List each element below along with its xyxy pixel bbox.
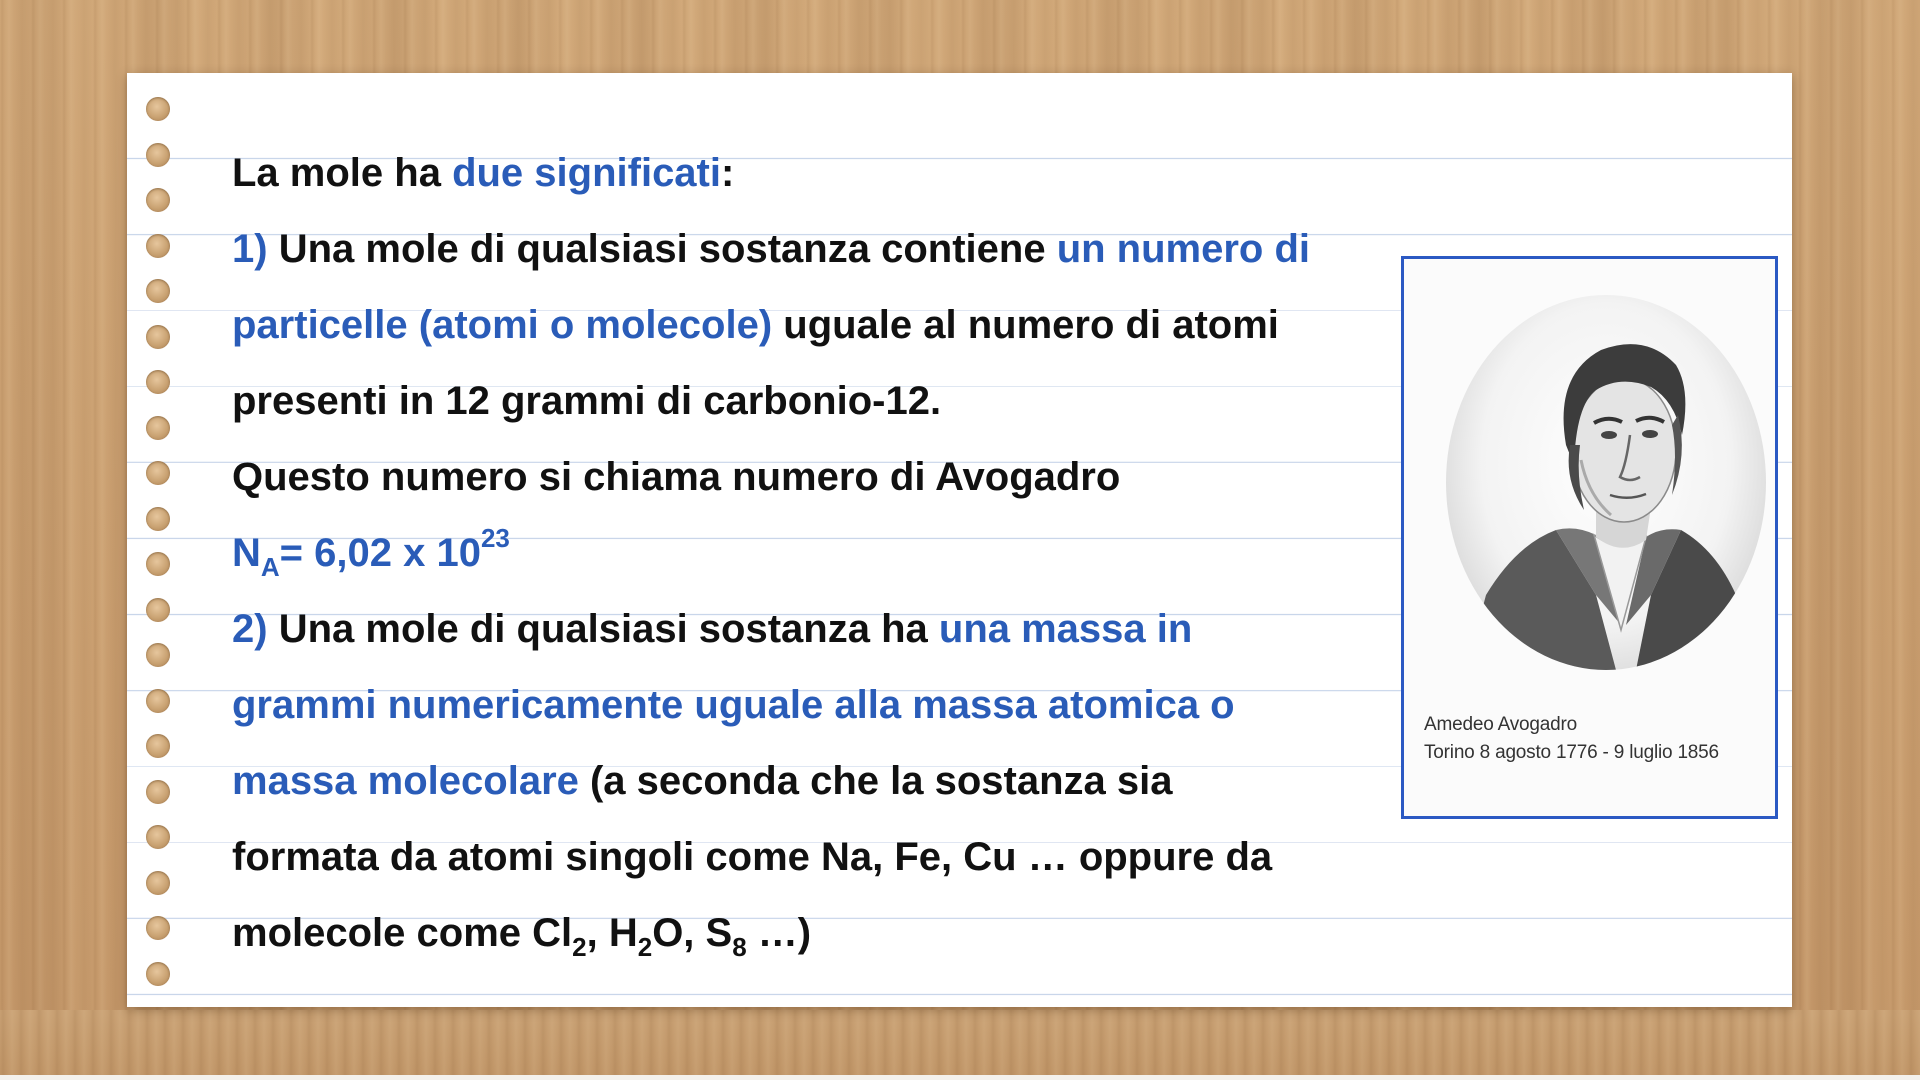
binder-hole-icon — [146, 871, 170, 895]
binder-hole-icon — [146, 598, 170, 622]
meaning-1-number: 1) — [232, 227, 268, 271]
binder-hole-icon — [146, 370, 170, 394]
formula-subscript: A — [260, 551, 280, 582]
binder-hole-icon — [146, 234, 170, 258]
meaning-1-line-2 — [232, 287, 1522, 363]
meaning-2-text-cont: (a seconda che la sostanza sia — [578, 759, 1173, 803]
caption-name: Amedeo Avogadro — [1424, 714, 1577, 735]
meaning-2-highlight-end: massa molecolare — [232, 759, 579, 803]
cl-subscript: 2 — [572, 931, 587, 962]
bottom-edge — [0, 1075, 1920, 1080]
binder-hole-icon — [146, 188, 170, 212]
formula-exponent: 23 — [480, 523, 510, 554]
meaning-1-highlight-cont: particelle (atomi o molecole) — [232, 303, 773, 347]
portrait-frame — [1401, 256, 1778, 819]
meaning-2-examples-atoms: formata da atomi singoli come Na, Fe, Cu … oppure da — [232, 835, 1273, 879]
meaning-2-line-2 — [232, 667, 1522, 743]
notebook-paper — [127, 73, 1792, 1007]
avogadro-line — [232, 439, 1522, 515]
avogadro-text: Questo numero si chiama numero di Avogadro — [232, 455, 1121, 499]
binder-hole-icon — [146, 825, 170, 849]
meaning-1-line-3 — [232, 363, 1522, 439]
meaning-2-line-4 — [232, 819, 1522, 895]
molecule-h: , H — [586, 911, 638, 955]
binder-holes — [146, 97, 170, 987]
avogadro-formula — [232, 515, 1522, 591]
caption-dates: Torino 8 agosto 1776 - 9 luglio 1856 — [1424, 742, 1719, 763]
h-subscript: 2 — [637, 931, 653, 962]
binder-hole-icon — [146, 325, 170, 349]
binder-hole-icon — [146, 279, 170, 303]
formula-value: = 6,02 x 10 — [279, 531, 481, 575]
binder-hole-icon — [146, 416, 170, 440]
meaning-1-line-1 — [232, 211, 1522, 287]
meaning-2-highlight-cont: grammi numericamente uguale alla massa atomica o — [232, 683, 1235, 727]
portrait-caption — [1424, 711, 1774, 767]
binder-hole-icon — [146, 552, 170, 576]
s-subscript: 8 — [732, 931, 747, 962]
meaning-2-line-1 — [232, 591, 1522, 667]
meaning-2-number: 2) — [232, 607, 268, 651]
avogadro-portrait-drawing — [1446, 295, 1766, 670]
intro-highlight: due significati — [452, 151, 721, 195]
binder-hole-icon — [146, 734, 170, 758]
molecule-end: …) — [746, 911, 812, 955]
meaning-2-text: Una mole di qualsiasi sostanza ha — [267, 607, 939, 651]
meaning-1-text-cont: uguale al numero di atomi — [772, 303, 1279, 347]
meaning-2-line-3 — [232, 743, 1522, 819]
meaning-1-highlight: un numero di — [1056, 227, 1311, 271]
molecule-o-s: O, S — [652, 911, 733, 955]
formula-symbol: N — [232, 531, 261, 575]
binder-hole-icon — [146, 507, 170, 531]
wood-background-strip — [0, 1010, 1920, 1080]
molecule-text: molecole come Cl — [232, 911, 573, 955]
meaning-2-highlight: una massa in — [938, 607, 1193, 651]
avogadro-portrait — [1446, 295, 1766, 670]
intro-text: La mole ha — [232, 151, 453, 195]
intro-line — [232, 135, 1522, 211]
binder-hole-icon — [146, 962, 170, 986]
binder-hole-icon — [146, 780, 170, 804]
binder-hole-icon — [146, 643, 170, 667]
intro-colon: : — [721, 151, 735, 195]
binder-hole-icon — [146, 689, 170, 713]
binder-hole-icon — [146, 143, 170, 167]
slide-text — [232, 135, 1522, 971]
meaning-1-text-end: presenti in 12 grammi di carbonio-12. — [232, 379, 942, 423]
meaning-1-text: Una mole di qualsiasi sostanza contiene — [267, 227, 1057, 271]
binder-hole-icon — [146, 916, 170, 940]
binder-hole-icon — [146, 97, 170, 121]
binder-hole-icon — [146, 461, 170, 485]
meaning-2-line-5 — [232, 895, 1522, 971]
